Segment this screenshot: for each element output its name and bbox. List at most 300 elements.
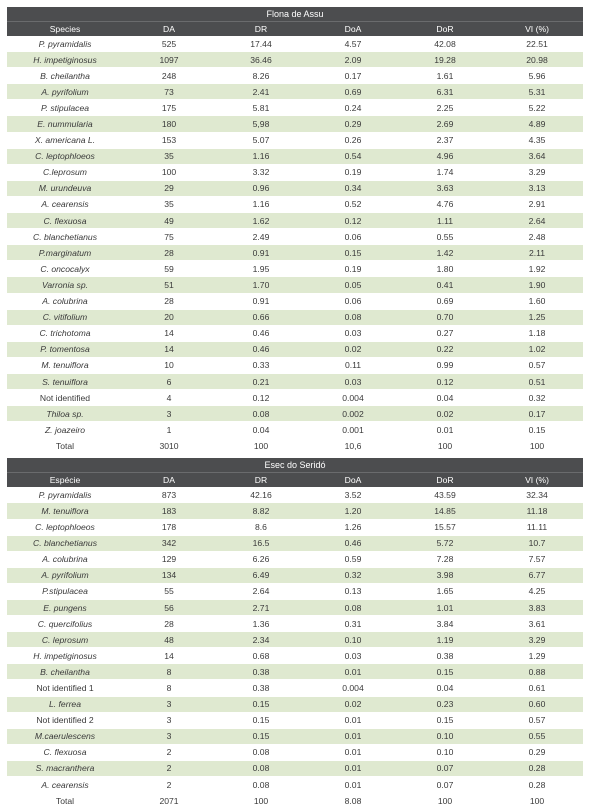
doa-cell: 0.004 — [307, 680, 399, 696]
da-cell: 3 — [123, 728, 215, 744]
table-title: Esec do Seridó — [7, 458, 583, 473]
dr-cell: 3.32 — [215, 164, 307, 180]
da-cell: 55 — [123, 583, 215, 599]
dor-cell: 6.31 — [399, 84, 491, 100]
doa-cell: 1.20 — [307, 503, 399, 519]
vi-cell: 0.55 — [491, 728, 583, 744]
dor-cell: 0.10 — [399, 728, 491, 744]
total-doa: 8.08 — [307, 793, 399, 808]
species-cell: P.marginatum — [7, 245, 123, 261]
doa-cell: 0.32 — [307, 567, 399, 583]
tables-container — [7, 7, 583, 808]
vi-cell: 3.83 — [491, 600, 583, 616]
dor-cell: 15.57 — [399, 519, 491, 535]
total-dor: 100 — [399, 793, 491, 808]
species-cell: C. oncocalyx — [7, 261, 123, 277]
dr-cell: 0.08 — [215, 406, 307, 422]
dor-cell: 0.69 — [399, 293, 491, 309]
species-cell: A. colubrina — [7, 551, 123, 567]
dr-cell: 16.5 — [215, 535, 307, 551]
da-cell: 8 — [123, 664, 215, 680]
da-cell: 14 — [123, 341, 215, 357]
species-cell: A. cearensis — [7, 777, 123, 793]
table-row — [7, 712, 583, 728]
species-cell: C. quercifolius — [7, 616, 123, 632]
doa-cell: 0.69 — [307, 84, 399, 100]
doa-cell: 0.01 — [307, 777, 399, 793]
total-dr: 100 — [215, 793, 307, 808]
dr-cell: 0.15 — [215, 712, 307, 728]
vi-cell: 5.22 — [491, 100, 583, 116]
doa-cell: 0.08 — [307, 600, 399, 616]
table-row — [7, 600, 583, 616]
vi-cell: 4.25 — [491, 583, 583, 599]
table-row — [7, 744, 583, 760]
species-cell: P. pyramidalis — [7, 36, 123, 52]
dr-cell: 6.26 — [215, 551, 307, 567]
species-cell: M.caerulescens — [7, 728, 123, 744]
vi-cell: 1.25 — [491, 309, 583, 325]
da-cell: 2 — [123, 744, 215, 760]
total-da: 2071 — [123, 793, 215, 808]
table-row — [7, 373, 583, 389]
da-cell: 3 — [123, 712, 215, 728]
dr-cell: 1.70 — [215, 277, 307, 293]
da-cell: 525 — [123, 36, 215, 52]
total-label: Total — [7, 438, 123, 454]
dr-cell: 0.46 — [215, 325, 307, 341]
doa-cell: 0.06 — [307, 229, 399, 245]
dr-cell: 1.95 — [215, 261, 307, 277]
species-cell: Not identified — [7, 390, 123, 406]
doa-cell: 0.17 — [307, 68, 399, 84]
dor-cell: 7.28 — [399, 551, 491, 567]
doa-cell: 0.52 — [307, 196, 399, 212]
species-cell: A. colubrina — [7, 293, 123, 309]
column-header-dor: DoR — [399, 22, 491, 37]
doa-cell: 0.004 — [307, 390, 399, 406]
vi-cell: 0.60 — [491, 696, 583, 712]
da-cell: 28 — [123, 245, 215, 261]
vi-cell: 32.34 — [491, 487, 583, 503]
species-cell: S. macranthera — [7, 760, 123, 776]
dr-cell: 42.16 — [215, 487, 307, 503]
vi-cell: 1.18 — [491, 325, 583, 341]
column-header-vi: VI (%) — [491, 22, 583, 37]
vi-cell: 3.64 — [491, 148, 583, 164]
da-cell: 1097 — [123, 52, 215, 68]
dr-cell: 2.49 — [215, 229, 307, 245]
dr-cell: 2.71 — [215, 600, 307, 616]
column-header-doa: DoA — [307, 473, 399, 488]
dor-cell: 19.28 — [399, 52, 491, 68]
dr-cell: 0.15 — [215, 728, 307, 744]
doa-cell: 0.24 — [307, 100, 399, 116]
vi-cell: 0.57 — [491, 712, 583, 728]
dor-cell: 0.70 — [399, 309, 491, 325]
doa-cell: 0.01 — [307, 744, 399, 760]
dr-cell: 17.44 — [215, 36, 307, 52]
vi-cell: 0.15 — [491, 422, 583, 438]
dor-cell: 1.01 — [399, 600, 491, 616]
vi-cell: 1.60 — [491, 293, 583, 309]
da-cell: 183 — [123, 503, 215, 519]
doa-cell: 0.31 — [307, 616, 399, 632]
column-header-row — [7, 22, 583, 37]
total-vi: 100 — [491, 793, 583, 808]
da-cell: 153 — [123, 132, 215, 148]
doa-cell: 0.03 — [307, 325, 399, 341]
table-row — [7, 390, 583, 406]
table-row — [7, 696, 583, 712]
dor-cell: 3.63 — [399, 180, 491, 196]
dr-cell: 0.68 — [215, 648, 307, 664]
total-vi: 100 — [491, 438, 583, 454]
table-row — [7, 36, 583, 52]
dor-cell: 42.08 — [399, 36, 491, 52]
da-cell: 14 — [123, 648, 215, 664]
dr-cell: 2.64 — [215, 583, 307, 599]
da-cell: 129 — [123, 551, 215, 567]
da-cell: 4 — [123, 390, 215, 406]
vi-cell: 0.88 — [491, 664, 583, 680]
total-doa: 10,6 — [307, 438, 399, 454]
dr-cell: 6.49 — [215, 567, 307, 583]
da-cell: 14 — [123, 325, 215, 341]
table-row — [7, 68, 583, 84]
doa-cell: 0.46 — [307, 535, 399, 551]
species-cell: X. americana L. — [7, 132, 123, 148]
dr-cell: 0.12 — [215, 390, 307, 406]
dor-cell: 0.04 — [399, 390, 491, 406]
vi-cell: 3.29 — [491, 164, 583, 180]
vi-cell: 0.51 — [491, 373, 583, 389]
table-row — [7, 213, 583, 229]
table-esec-do-serido — [7, 458, 583, 808]
da-cell: 49 — [123, 213, 215, 229]
dr-cell: 0.08 — [215, 760, 307, 776]
dor-cell: 4.76 — [399, 196, 491, 212]
species-cell: Not identified 2 — [7, 712, 123, 728]
species-cell: C. leptophloeos — [7, 148, 123, 164]
doa-cell: 0.06 — [307, 293, 399, 309]
species-cell: A. pyrifolium — [7, 84, 123, 100]
dor-cell: 1.11 — [399, 213, 491, 229]
species-cell: P. stipulacea — [7, 100, 123, 116]
dor-cell: 0.12 — [399, 373, 491, 389]
species-cell: A. pyrifolium — [7, 567, 123, 583]
dor-cell: 5.72 — [399, 535, 491, 551]
species-cell: C. blanchetianus — [7, 535, 123, 551]
vi-cell: 22.51 — [491, 36, 583, 52]
dr-cell: 36.46 — [215, 52, 307, 68]
doa-cell: 0.13 — [307, 583, 399, 599]
dor-cell: 0.27 — [399, 325, 491, 341]
da-cell: 28 — [123, 616, 215, 632]
table-row — [7, 164, 583, 180]
dr-cell: 0.15 — [215, 696, 307, 712]
species-cell: Z. joazeiro — [7, 422, 123, 438]
total-dor: 100 — [399, 438, 491, 454]
table-row — [7, 616, 583, 632]
doa-cell: 0.10 — [307, 632, 399, 648]
species-cell: C. leptophloeos — [7, 519, 123, 535]
dor-cell: 14.85 — [399, 503, 491, 519]
dor-cell: 4.96 — [399, 148, 491, 164]
da-cell: 20 — [123, 309, 215, 325]
table-row — [7, 422, 583, 438]
dr-cell: 0.04 — [215, 422, 307, 438]
table-row — [7, 632, 583, 648]
da-cell: 51 — [123, 277, 215, 293]
vi-cell: 1.29 — [491, 648, 583, 664]
dor-cell: 0.41 — [399, 277, 491, 293]
dor-cell: 2.25 — [399, 100, 491, 116]
dr-cell: 0.46 — [215, 341, 307, 357]
vi-cell: 0.29 — [491, 744, 583, 760]
doa-cell: 0.03 — [307, 373, 399, 389]
vi-cell: 1.92 — [491, 261, 583, 277]
table-row — [7, 261, 583, 277]
species-cell: A. cearensis — [7, 196, 123, 212]
species-cell: P. pyramidalis — [7, 487, 123, 503]
total-row — [7, 438, 583, 454]
da-cell: 59 — [123, 261, 215, 277]
vi-cell: 2.11 — [491, 245, 583, 261]
column-header-species: Espécie — [7, 473, 123, 488]
dor-cell: 2.69 — [399, 116, 491, 132]
dor-cell: 0.15 — [399, 712, 491, 728]
vi-cell: 4.35 — [491, 132, 583, 148]
column-header-dor: DoR — [399, 473, 491, 488]
da-cell: 35 — [123, 196, 215, 212]
doa-cell: 0.002 — [307, 406, 399, 422]
doa-cell: 0.01 — [307, 728, 399, 744]
da-cell: 175 — [123, 100, 215, 116]
doa-cell: 0.19 — [307, 164, 399, 180]
dr-cell: 1.16 — [215, 196, 307, 212]
doa-cell: 0.01 — [307, 712, 399, 728]
species-cell: H. impetiginosus — [7, 648, 123, 664]
species-cell: Not identified 1 — [7, 680, 123, 696]
dr-cell: 8.26 — [215, 68, 307, 84]
dor-cell: 1.61 — [399, 68, 491, 84]
doa-cell: 0.08 — [307, 309, 399, 325]
table-row — [7, 277, 583, 293]
table-row — [7, 100, 583, 116]
vi-cell: 11.18 — [491, 503, 583, 519]
table-row — [7, 52, 583, 68]
table-row — [7, 551, 583, 567]
vi-cell: 10.7 — [491, 535, 583, 551]
vi-cell: 0.57 — [491, 357, 583, 373]
column-header-row — [7, 473, 583, 488]
vi-cell: 5.31 — [491, 84, 583, 100]
dr-cell: 1.16 — [215, 148, 307, 164]
da-cell: 48 — [123, 632, 215, 648]
doa-cell: 0.001 — [307, 422, 399, 438]
dor-cell: 0.99 — [399, 357, 491, 373]
dor-cell: 3.98 — [399, 567, 491, 583]
table-row — [7, 680, 583, 696]
dr-cell: 0.66 — [215, 309, 307, 325]
species-cell: P. tomentosa — [7, 341, 123, 357]
column-header-da: DA — [123, 473, 215, 488]
vi-cell: 0.17 — [491, 406, 583, 422]
dor-cell: 0.23 — [399, 696, 491, 712]
dr-cell: 2.41 — [215, 84, 307, 100]
dr-cell: 5.07 — [215, 132, 307, 148]
doa-cell: 0.34 — [307, 180, 399, 196]
table-row — [7, 341, 583, 357]
da-cell: 178 — [123, 519, 215, 535]
table-row — [7, 84, 583, 100]
dor-cell: 0.07 — [399, 760, 491, 776]
da-cell: 75 — [123, 229, 215, 245]
vi-cell: 4.89 — [491, 116, 583, 132]
dor-cell: 0.01 — [399, 422, 491, 438]
dr-cell: 5,98 — [215, 116, 307, 132]
dor-cell: 0.10 — [399, 744, 491, 760]
species-cell: L. ferrea — [7, 696, 123, 712]
table-row — [7, 535, 583, 551]
vi-cell: 0.28 — [491, 760, 583, 776]
doa-cell: 0.05 — [307, 277, 399, 293]
total-row — [7, 793, 583, 808]
table-row — [7, 487, 583, 503]
table-row — [7, 132, 583, 148]
dr-cell: 8.6 — [215, 519, 307, 535]
species-cell: E. pungens — [7, 600, 123, 616]
species-cell: M. tenuiflora — [7, 503, 123, 519]
total-da: 3010 — [123, 438, 215, 454]
table-title: Flona de Assu — [7, 7, 583, 22]
vi-cell: 2.91 — [491, 196, 583, 212]
column-header-vi: VI (%) — [491, 473, 583, 488]
table-row — [7, 406, 583, 422]
table-row — [7, 309, 583, 325]
species-cell: C. flexuosa — [7, 744, 123, 760]
dr-cell: 0.96 — [215, 180, 307, 196]
dor-cell: 0.22 — [399, 341, 491, 357]
species-cell: Varronia sp. — [7, 277, 123, 293]
table-row — [7, 196, 583, 212]
table-row — [7, 664, 583, 680]
da-cell: 56 — [123, 600, 215, 616]
dor-cell: 0.02 — [399, 406, 491, 422]
dr-cell: 0.91 — [215, 293, 307, 309]
table-row — [7, 760, 583, 776]
da-cell: 28 — [123, 293, 215, 309]
doa-cell: 0.26 — [307, 132, 399, 148]
doa-cell: 0.01 — [307, 760, 399, 776]
dor-cell: 0.38 — [399, 648, 491, 664]
da-cell: 248 — [123, 68, 215, 84]
table-row — [7, 503, 583, 519]
dor-cell: 1.80 — [399, 261, 491, 277]
species-cell: C.leprosum — [7, 164, 123, 180]
vi-cell: 11.11 — [491, 519, 583, 535]
dr-cell: 0.38 — [215, 680, 307, 696]
vi-cell: 3.13 — [491, 180, 583, 196]
doa-cell: 0.59 — [307, 551, 399, 567]
dor-cell: 1.65 — [399, 583, 491, 599]
vi-cell: 3.61 — [491, 616, 583, 632]
dr-cell: 5.81 — [215, 100, 307, 116]
species-cell: M. tenuiflora — [7, 357, 123, 373]
doa-cell: 0.29 — [307, 116, 399, 132]
dor-cell: 1.74 — [399, 164, 491, 180]
da-cell: 2 — [123, 777, 215, 793]
dr-cell: 0.08 — [215, 744, 307, 760]
vi-cell: 5.96 — [491, 68, 583, 84]
da-cell: 3 — [123, 696, 215, 712]
doa-cell: 0.11 — [307, 357, 399, 373]
table-row — [7, 180, 583, 196]
dr-cell: 0.08 — [215, 777, 307, 793]
species-cell: C. blanchetianus — [7, 229, 123, 245]
species-cell: M. urundeuva — [7, 180, 123, 196]
dr-cell: 0.33 — [215, 357, 307, 373]
species-cell: Thiloa sp. — [7, 406, 123, 422]
species-cell: B. cheilantha — [7, 664, 123, 680]
dr-cell: 8.82 — [215, 503, 307, 519]
table-title-row — [7, 7, 583, 22]
da-cell: 2 — [123, 760, 215, 776]
vi-cell: 20.98 — [491, 52, 583, 68]
table-body — [7, 487, 583, 792]
dor-cell: 1.19 — [399, 632, 491, 648]
column-header-da: DA — [123, 22, 215, 37]
vi-cell: 6.77 — [491, 567, 583, 583]
doa-cell: 0.54 — [307, 148, 399, 164]
species-cell: C. leprosum — [7, 632, 123, 648]
species-cell: P.stipulacea — [7, 583, 123, 599]
dor-cell: 2.37 — [399, 132, 491, 148]
doa-cell: 4.57 — [307, 36, 399, 52]
doa-cell: 2.09 — [307, 52, 399, 68]
table-flona-de-assu — [7, 7, 583, 453]
da-cell: 873 — [123, 487, 215, 503]
doa-cell: 3.52 — [307, 487, 399, 503]
da-cell: 6 — [123, 373, 215, 389]
doa-cell: 0.03 — [307, 648, 399, 664]
da-cell: 134 — [123, 567, 215, 583]
doa-cell: 0.19 — [307, 261, 399, 277]
dor-cell: 1.42 — [399, 245, 491, 261]
column-header-species: Species — [7, 22, 123, 37]
species-cell: E. nummularia — [7, 116, 123, 132]
column-header-doa: DoA — [307, 22, 399, 37]
species-cell: B. cheilantha — [7, 68, 123, 84]
da-cell: 35 — [123, 148, 215, 164]
species-cell: S. tenuiflora — [7, 373, 123, 389]
da-cell: 10 — [123, 357, 215, 373]
doa-cell: 0.02 — [307, 341, 399, 357]
vi-cell: 0.28 — [491, 777, 583, 793]
da-cell: 180 — [123, 116, 215, 132]
dr-cell: 2.34 — [215, 632, 307, 648]
vi-cell: 3.29 — [491, 632, 583, 648]
dr-cell: 0.91 — [215, 245, 307, 261]
table-row — [7, 229, 583, 245]
doa-cell: 0.01 — [307, 664, 399, 680]
table-row — [7, 116, 583, 132]
da-cell: 73 — [123, 84, 215, 100]
dor-cell: 43.59 — [399, 487, 491, 503]
da-cell: 8 — [123, 680, 215, 696]
da-cell: 29 — [123, 180, 215, 196]
